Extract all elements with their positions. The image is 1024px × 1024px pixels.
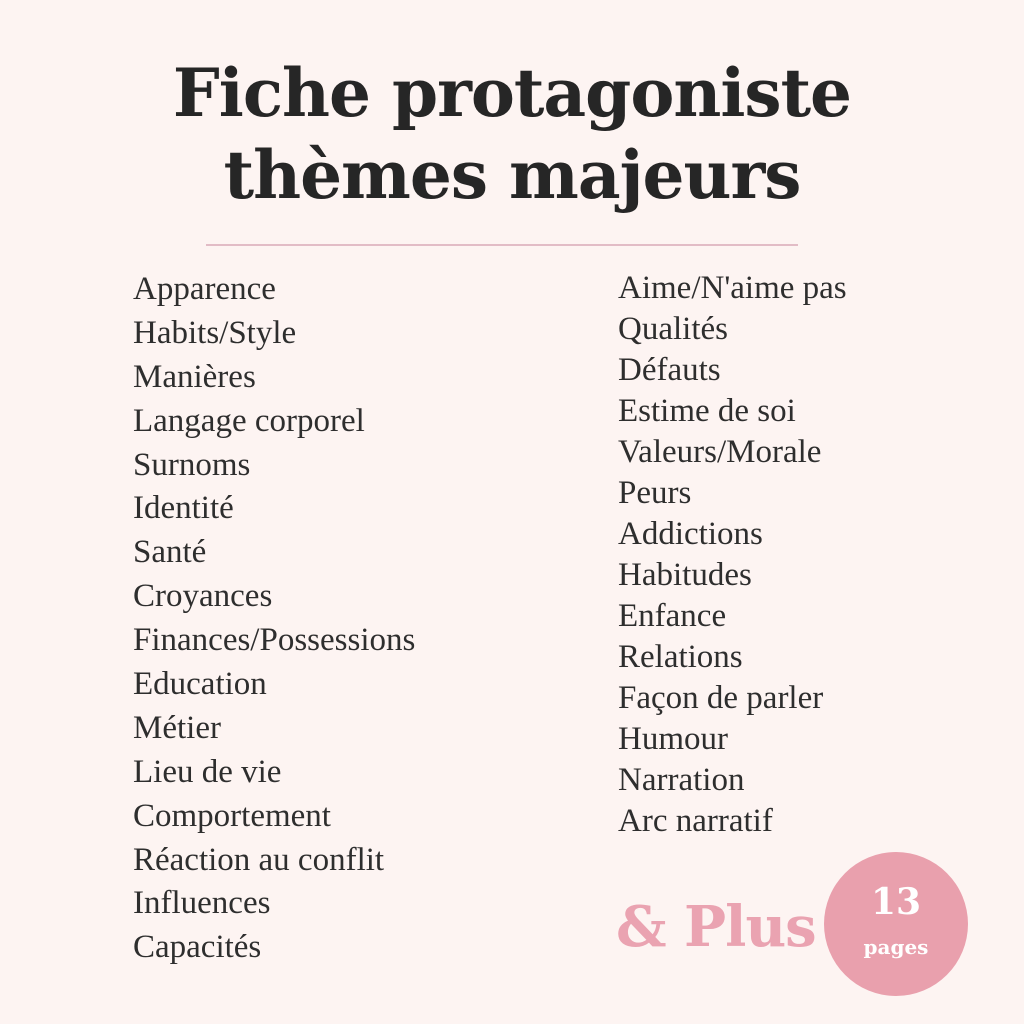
page-count-number: 13: [870, 881, 922, 923]
list-item: Croyances: [133, 578, 273, 615]
theme-list-left: [133, 268, 415, 970]
list-item: Aime/N'aime pas: [618, 270, 847, 306]
list-item: Qualités: [618, 311, 728, 347]
list-item: Habitudes: [618, 557, 752, 593]
list-item: Défauts: [618, 352, 721, 388]
list-item: Habits/Style: [133, 314, 297, 351]
list-item: Relations: [618, 639, 743, 675]
list-item: Peurs: [618, 475, 692, 511]
list-item: Narration: [618, 762, 745, 798]
page-title: [0, 52, 1024, 216]
theme-list-right: [618, 268, 847, 842]
list-item: Humour: [618, 721, 728, 757]
list-item: Lieu de vie: [133, 753, 282, 790]
list-item: Arc narratif: [618, 803, 773, 839]
list-item: Comportement: [133, 797, 331, 834]
list-item: Apparence: [133, 271, 276, 307]
list-item: Valeurs/Morale: [618, 434, 822, 470]
list-item: Estime de soi: [618, 393, 796, 429]
list-item: Façon de parler: [618, 680, 824, 716]
list-item: Surnoms: [133, 446, 251, 483]
page-count-label: pages: [863, 935, 929, 959]
list-item: Langage corporel: [133, 402, 365, 439]
list-item: Capacités: [133, 929, 262, 966]
list-item: Réaction au conflit: [133, 841, 385, 878]
title-divider: [206, 244, 798, 246]
list-item: Influences: [133, 885, 271, 922]
list-item: Education: [133, 666, 267, 703]
list-item: Métier: [133, 709, 221, 746]
title-line-2: thèmes majeurs: [223, 136, 801, 214]
page-count-badge: [824, 852, 968, 996]
list-item: Finances/Possessions: [133, 622, 416, 659]
list-item: Manières: [133, 358, 256, 395]
title-line-1: Fiche protagoniste: [172, 54, 852, 132]
list-item: Identité: [133, 490, 234, 527]
list-item: Enfance: [618, 598, 727, 634]
list-item: Santé: [133, 534, 207, 571]
list-item: Addictions: [618, 516, 763, 552]
plus-label: & Plus: [616, 894, 816, 960]
